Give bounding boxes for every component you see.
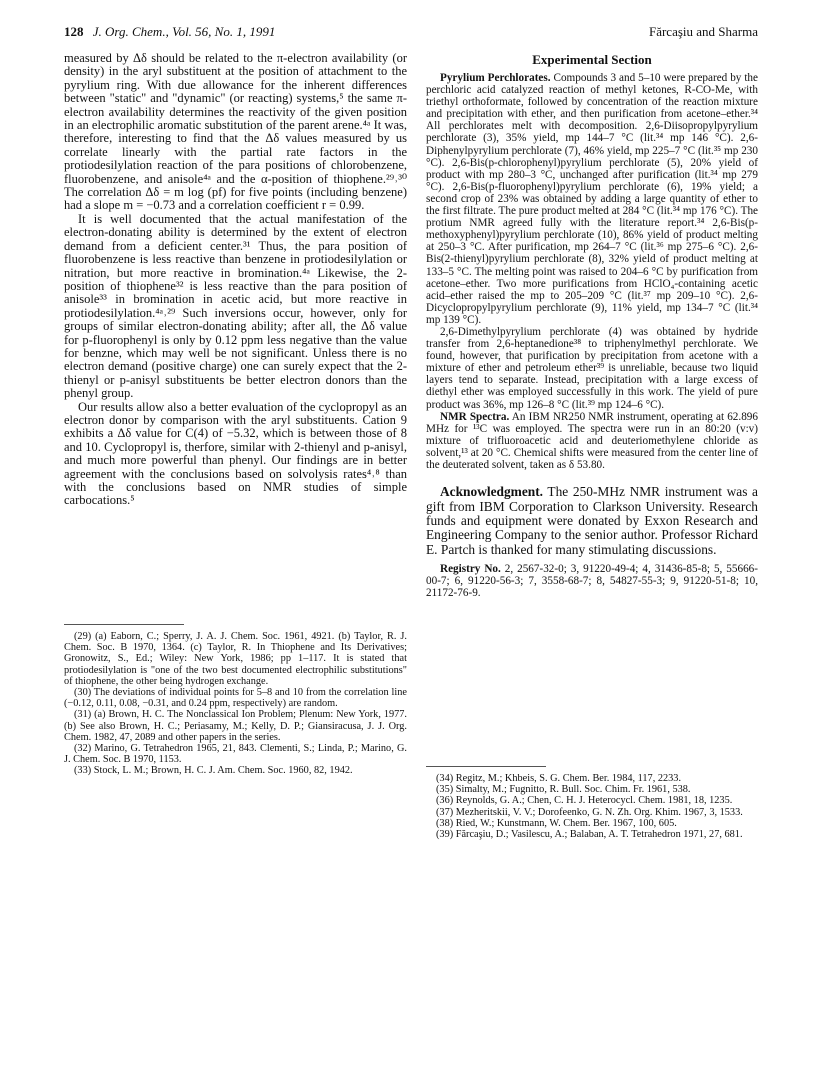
footnote-divider (64, 624, 184, 625)
body-paragraph: Our results allow also a better evaluation of the cyclopropyl as an electron donor by comparison with the aryl substituents. Cation 9 exhibits a Δδ value for C(4) of −5.32, which is between those of 8 and 10. Cyclopropyl is, therfore, similar with 2-thienyl and p-anisyl, and much more powerful than phenyl. Our findings are in better agreement with the conclusions based on solvolysis rates⁴˒⁸ than with the conclusions based on NMR studies of simple carbocations.⁵ (64, 399, 407, 508)
paragraph-text: 2,6-Dimethylpyrylium perchlorate (4) was obtained by hydride transfer from 2,6-heptanedione³⁸ to triphenylmethyl perchlorate. We found, however, that purification by precipitation from acetone with a mixture of ether and petroleum ether³⁹ is unreliable, because two liquid layers tend to separate. Instead, precipitation with a large excess of diethyl ether was employed successfully in this work. The yield of pure product was 36%, mp 126–8 °C (lit.³⁹ mp 124–6 °C). (426, 325, 758, 411)
footnote: (39) Fărcaşiu, D.; Vasilescu, A.; Balaban, A. T. Tetrahedron 1971, 27, 681. (436, 829, 743, 841)
body-paragraph: measured by Δδ should be related to the π-electron availability (or density) in the aryl substituent at the position of attachment to the pyrylium ring. With due allowance for the inherent differences between "static" and "dynamic" (or reacting) systems,⁵ the same π-electron availability determines the reactivity of the given position in an electrophilic aromatic substitution of the parent arene.⁴ᵃ It was, therefore, interesting to find that the Δδ values measured by us correlate linearly with the partial rate factors in the protiodesilylation reaction of the para positions of chlorobenzene, fluorobenzene, and anisole⁴ᵃ and the α-position of thiophene.²⁹˒³⁰ The correlation Δδ = m log (pf) for five points (including benzene) had a slope m = −0.73 and a correlation coefficient r = 0.99. (64, 51, 407, 213)
experimental-paragraph (426, 72, 758, 326)
footnotes-left (64, 624, 407, 777)
footnote: (38) Ried, W.; Kunstmann, W. Chem. Ber. 1967, 100, 605. (436, 817, 677, 829)
acknowledgment-heading: Acknowledgment. (440, 484, 544, 500)
footnote: (33) Stock, L. M.; Brown, H. C. J. Am. Chem. Soc. 1960, 82, 1942. (74, 765, 353, 777)
acknowledgment-text: The 250-MHz NMR instrument was a gift from IBM Corporation to Clarkson University. Research funds and equipment were donated by Exxon Research and Engineering Company to the senior author. Professor Richard E. Partch is thanked for many stimulating discussions. (426, 484, 758, 557)
registry-numbers (426, 563, 758, 599)
paragraph-text: An IBM NR250 NMR instrument, operating at 62.896 MHz for ¹³C was employed. The spectra were run in an 80:20 (v:v) mixture of trifluoroacetic acid and deuteriomethylene chloride as solvent,¹³ at 20 °C. Chemical shifts were measured from the center line of the deuterated solvent, taken as δ 53.80. (426, 410, 758, 471)
footnote: (35) Simalty, M.; Fugnitto, R. Bull. Soc. Chim. Fr. 1961, 538. (436, 784, 691, 796)
journal-citation: J. Org. Chem., Vol. 56, No. 1, 1991 (92, 24, 276, 39)
section-title: Experimental Section (532, 52, 652, 67)
page-number: 128 (64, 24, 84, 39)
footnote: (36) Reynolds, G. A.; Chen, C. H. J. Heterocycl. Chem. 1981, 18, 1235. (436, 795, 733, 807)
running-header (64, 24, 275, 40)
footnote: (31) (a) Brown, H. C. The Nonclassical Ion Problem; Plenum: New York, 1977. (b) See also Brown, H. C.; Periasamy, M.; Kelly, D. P.; Giansiracusa, J. J. Org. Chem. 1982, 47, 2089 and other papers in the series. (64, 709, 407, 743)
registry-text: 2, 2567-32-0; 3, 91220-49-4; 4, 31436-85-8; 5, 55666-00-7; 6, 91220-56-3; 7, 3558-68-7; 8, 54827-55-3; 9, 91220-51-8; 10, 21172-76-9. (426, 563, 759, 600)
footnote: (34) Regitz, M.; Khbeis, S. G. Chem. Ber. 1984, 117, 2233. (436, 773, 682, 784)
experimental-paragraph (426, 326, 758, 411)
footnote-divider (426, 766, 546, 767)
running-header-authors: Fărcaşiu and Sharma (648, 24, 758, 39)
footnote: (29) (a) Eaborn, C.; Sperry, J. A. J. Chem. Soc. 1961, 4921. (b) Taylor, R. J. Chem. Soc. B 1970, 1364. (c) Taylor, R. In Thiophene and Its Derivatives; Gronowitz, S., Ed.; Wiley: New York, 1986; pp 1–117. It is stated that protiodesilylation is "one of the two best documented electrophilic substitutions" of thiophene, the other being hydrogen exchange. (64, 631, 407, 687)
paragraph-text: Compounds 3 and 5–10 were prepared by the perchloric acid catalyzed reaction of methyl ketones, R-CO-Me, with triethyl orthoformate, followed by concentration of the reaction mixture and precipitation with ether, and then purification from acetone–ether.³⁴ All perchlorates melt with decomposition. 2,6-Diisopropylpyrylium perchlorate (3), 35% yield, mp 144–7 °C (lit.³⁴ mp 146 °C). 2,6-Diphenylpyrylium perchlorate (7), 46% yield, mp 225–7 °C (lit.³⁵ mp 230 °C). 2,6-Bis(p-chlorophenyl)pyrylium perchlorate (5), 20% yield of product with mp 280–3 °C, unchanged after purification (lit.³⁴ mp 279 °C). 2,6-Bis(p-fluorophenyl)pyrylium perchlorate (6), 19% yield; a second crop of 23% was obtained by adding a large quantity of ether to the first filtrate. The pure product melted at 284 °C (lit.³⁴ mp 176 °C). The protium NMR agreed fully with the literature report.³⁴ 2,6-Bis(p-methoxyphenyl)pyrylium perchlorate (10), 86% yield of product melting at 250–3 °C. After purification, mp 264–7 °C (lit.³⁶ mp 275–6 °C). 2,6-Bis(2-thienyl)pyrylium perchlorate (8), 32% yield of product melting at 133–5 °C. The melting point was raised to 204–6 °C by purification from acetone–ether. Two more purifications from HClO₄-containing acetic acid–ether raised the mp to 205–209 °C (lit.³⁷ mp 209–10 °C). 2,6-Dicyclopropylpyrylium perchlorate (9), 11% yield, mp 134–7 °C (lit.³⁴ mp 139 °C). (426, 72, 758, 326)
registry-heading: Registry No. (440, 563, 501, 576)
experimental-paragraph (426, 411, 758, 471)
footnote: (30) The deviations of individual points for 5–8 and 10 from the correlation line (−0.12, 0.11, 0.08, −0.31, and 0.24 ppm, respectively) are random. (64, 687, 407, 710)
footnote: (37) Mezheritskii, V. V.; Dorofeenko, G. N. Zh. Org. Khim. 1967, 3, 1533. (436, 806, 743, 818)
acknowledgment (426, 485, 758, 557)
run-in-heading: Pyrylium Perchlorates. (440, 72, 551, 84)
body-paragraph: It is well documented that the actual manifestation of the electron-donating ability is determined by the extent of electron demand from a deficient center.³¹ Thus, the para position of fluorobenzene is less reactive than benzene in protiodesilylation or nitration, but more reactive in bromination.⁴ᵃ Likewise, the 2-position of thiophene³² is less reactive than the para position of anisole³³ in bromination in acetic acid, but more reactive in protiodesilylation.⁴ᵃ˒²⁹ Such inversions occur, however, only for groups of similar electron-donating ability; after all, the Δδ value for p-fluorophenyl is only by 0.12 ppm less negative than the value for benzne, which may well be not significant. Unless there is no electron demand (positive charge) one can surely expect that the 2-thienyl or p-anisyl substituents be better electron donors than the phenyl group. (64, 211, 407, 401)
right-column (426, 52, 758, 599)
footnotes-right (426, 766, 758, 840)
footnote: (32) Marino, G. Tetrahedron 1965, 21, 843. Clementi, S.; Linda, P.; Marino, G. J. Chem. Soc. B 1970, 1153. (64, 743, 407, 766)
run-in-heading: NMR Spectra. (440, 410, 510, 423)
left-column (64, 52, 407, 508)
